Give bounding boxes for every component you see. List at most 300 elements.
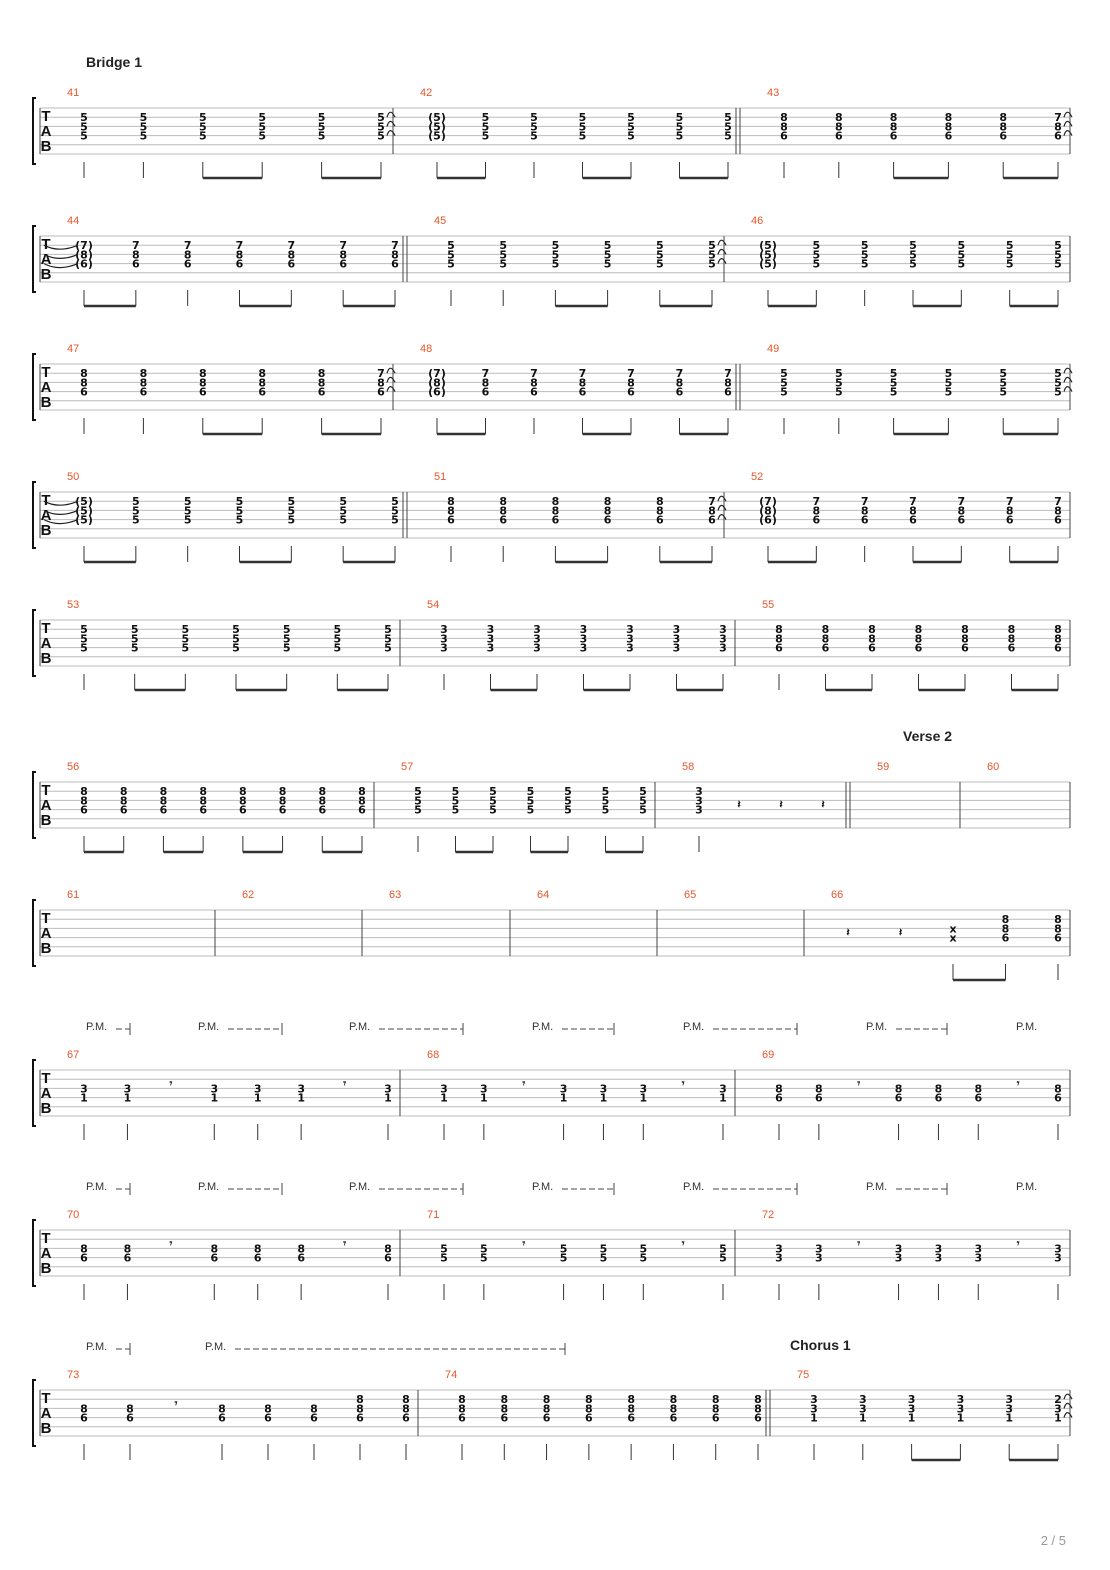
fret-number: 5 <box>578 129 587 143</box>
fret-number: 3 <box>810 1402 818 1416</box>
fret-number: 5 <box>1054 385 1062 399</box>
fret-number: 1 <box>956 1411 965 1425</box>
fret-number: 1 <box>810 1411 818 1425</box>
fret-number: 3 <box>672 632 681 646</box>
fret-number: 5 <box>812 257 821 271</box>
fret-number: 5 <box>391 495 399 509</box>
fret-number: (5) <box>759 239 777 253</box>
fret-number: 8 <box>198 367 207 381</box>
fret-number: (8) <box>75 248 93 262</box>
fret-number: 3 <box>440 623 448 637</box>
fret-number: 8 <box>183 248 192 262</box>
fret-number: (6) <box>428 385 446 399</box>
fret-number: 3 <box>775 1242 783 1256</box>
fret-number: 8 <box>1054 1082 1062 1096</box>
fret-number: 7 <box>578 367 587 381</box>
fret-number: 3 <box>599 1082 608 1096</box>
fret-number: 8 <box>199 794 207 808</box>
fret-number: 1 <box>210 1091 219 1105</box>
fret-number: 3 <box>1054 1402 1062 1416</box>
fret-number: 5 <box>999 376 1008 390</box>
fret-number: 5 <box>944 385 953 399</box>
measure-number: 74 <box>445 1369 458 1381</box>
fret-number: 3 <box>253 1082 262 1096</box>
fret-number: 6 <box>218 1411 226 1425</box>
fret-number: 6 <box>578 385 587 399</box>
eighth-rest: 𝄾 <box>1016 1237 1020 1250</box>
fret-number: 6 <box>655 513 664 527</box>
fret-number: 6 <box>860 513 869 527</box>
fret-number: 1 <box>1005 1411 1014 1425</box>
palm-mute-label: P.M. <box>349 1181 371 1193</box>
fret-number: 8 <box>80 794 88 808</box>
fret-number: 8 <box>1054 623 1062 637</box>
fret-number: 3 <box>1005 1402 1014 1416</box>
tab-clef-letter: A <box>40 1405 52 1422</box>
measure-number: 60 <box>987 761 1000 773</box>
measure-number: 70 <box>67 1209 80 1221</box>
measure-number: 65 <box>684 889 697 901</box>
fret-number: 6 <box>447 513 455 527</box>
section-label: Bridge 1 <box>86 54 143 70</box>
fret-number: 5 <box>780 376 788 390</box>
fret-number: 8 <box>780 120 788 134</box>
tie-arc <box>1064 368 1072 373</box>
measure-number: 58 <box>682 761 695 773</box>
measure-number: 67 <box>67 1049 80 1061</box>
fret-number: 3 <box>533 641 541 655</box>
fret-number: 8 <box>542 1393 551 1407</box>
fret-number: 5 <box>909 239 917 253</box>
fret-number: (6) <box>75 257 93 271</box>
fret-number: 8 <box>80 1242 88 1256</box>
eighth-rest: 𝄾 <box>169 1077 173 1090</box>
fret-number: 6 <box>821 641 830 655</box>
fret-number: 6 <box>287 257 296 271</box>
fret-number: 6 <box>834 129 843 143</box>
fret-number: 5 <box>599 1251 608 1265</box>
fret-number: 3 <box>775 1251 783 1265</box>
fret-number: 6 <box>542 1411 551 1425</box>
fret-number: 5 <box>780 385 788 399</box>
fret-number: 5 <box>235 495 244 509</box>
fret-number: 5 <box>559 1242 568 1256</box>
fret-number: 6 <box>1054 129 1062 143</box>
fret-number: 6 <box>974 1091 983 1105</box>
fret-number: 3 <box>974 1242 983 1256</box>
fret-number: 6 <box>1054 641 1062 655</box>
quarter-rest: 𝄽 <box>821 798 825 811</box>
tab-clef-letter: A <box>40 925 52 942</box>
fret-number: 5 <box>719 1242 727 1256</box>
fret-number: 8 <box>159 794 168 808</box>
palm-mute-label: P.M. <box>866 1021 888 1033</box>
fret-number: 3 <box>384 1082 392 1096</box>
fret-number: 5 <box>232 641 240 655</box>
fret-number: 5 <box>889 376 898 390</box>
fret-number: 5 <box>530 129 538 143</box>
measure-number: 71 <box>427 1209 440 1221</box>
fret-number: (5) <box>75 495 93 509</box>
fret-number: 5 <box>1054 239 1062 253</box>
fret-number: 8 <box>391 248 399 262</box>
fret-number: 7 <box>708 495 716 509</box>
fret-number: 5 <box>287 504 296 518</box>
palm-mute-label: P.M. <box>532 1021 554 1033</box>
fret-number: 8 <box>499 495 508 509</box>
fret-number: (7) <box>75 239 93 253</box>
fret-number: 6 <box>585 1411 593 1425</box>
fret-number: 6 <box>402 1411 410 1425</box>
tie-arc <box>718 240 726 245</box>
fret-number: 8 <box>860 504 869 518</box>
fret-number: 5 <box>499 248 508 262</box>
fret-number: 5 <box>130 632 139 646</box>
fret-number: 5 <box>232 623 240 637</box>
fret-number: 1 <box>639 1091 648 1105</box>
measure-number: 51 <box>434 471 447 483</box>
fret-number: 5 <box>675 129 684 143</box>
fret-number: 5 <box>235 504 244 518</box>
fret-number: 8 <box>119 794 128 808</box>
fret-number: 5 <box>724 129 732 143</box>
measure-number: 62 <box>242 889 255 901</box>
fret-number: 8 <box>264 1402 272 1416</box>
fret-number: 1 <box>123 1091 132 1105</box>
tab-clef-letter: A <box>40 251 52 268</box>
fret-number: 5 <box>812 239 821 253</box>
fret-number: 1 <box>253 1091 262 1105</box>
fret-number: 5 <box>481 111 490 125</box>
system-bracket <box>33 900 36 966</box>
fret-number: 3 <box>815 1251 823 1265</box>
fret-number: 7 <box>132 239 140 253</box>
fret-number: 8 <box>199 785 207 799</box>
fret-number: 5 <box>198 129 207 143</box>
fret-number: 5 <box>889 385 898 399</box>
fret-number: 3 <box>1054 1251 1062 1265</box>
tie-arc <box>387 387 395 392</box>
fret-number: 5 <box>708 257 716 271</box>
measure-number: 61 <box>67 889 80 901</box>
fret-number: 6 <box>708 513 716 527</box>
fret-number: 5 <box>889 367 898 381</box>
fret-number: 5 <box>526 785 535 799</box>
fret-number: 5 <box>447 239 455 253</box>
eighth-rest: 𝄾 <box>681 1077 685 1090</box>
fret-number: 8 <box>669 1402 678 1416</box>
system-bracket <box>33 98 36 164</box>
fret-number: 8 <box>1054 504 1062 518</box>
fret-number: (8) <box>759 504 777 518</box>
measure-number: 50 <box>67 471 80 483</box>
fret-number: 8 <box>218 1402 226 1416</box>
fret-number: 8 <box>775 1082 783 1096</box>
tab-clef-letter: B <box>40 1420 52 1437</box>
fret-number: 5 <box>601 803 610 817</box>
fret-number: 6 <box>812 513 821 527</box>
fret-number: 6 <box>481 385 490 399</box>
fret-number: 5 <box>447 248 455 262</box>
fret-number: 8 <box>961 623 969 637</box>
fret-number: 8 <box>318 794 327 808</box>
fret-number: 5 <box>499 257 508 271</box>
tie-arc <box>387 368 395 373</box>
fret-number: 5 <box>258 111 267 125</box>
fret-number: 5 <box>132 513 140 527</box>
fret-number: 6 <box>159 803 168 817</box>
tie-arc <box>718 515 726 520</box>
tab-clef-letter: T <box>41 910 51 927</box>
fret-number: (7) <box>759 495 777 509</box>
fret-number: 8 <box>253 1242 262 1256</box>
fret-number: 6 <box>80 385 88 399</box>
fret-number: 8 <box>317 367 326 381</box>
palm-mute-label: P.M. <box>205 1341 227 1353</box>
fret-number: 6 <box>356 1411 364 1425</box>
fret-number: 6 <box>123 1251 132 1265</box>
measure-number: 72 <box>762 1209 775 1221</box>
fret-number: 6 <box>627 1411 635 1425</box>
fret-number: 3 <box>579 623 588 637</box>
fret-number: 5 <box>655 257 664 271</box>
measure-number: 57 <box>401 761 414 773</box>
fret-number: 5 <box>132 504 140 518</box>
fret-number: 3 <box>907 1393 916 1407</box>
fret-number: (5) <box>75 504 93 518</box>
fret-number: 1 <box>559 1091 568 1105</box>
fret-number: 5 <box>391 504 399 518</box>
fret-number: 8 <box>944 120 953 134</box>
palm-mute-label: P.M. <box>349 1021 371 1033</box>
fret-number: 6 <box>339 257 347 271</box>
fret-number: 8 <box>585 1402 593 1416</box>
fret-number: 3 <box>626 632 634 646</box>
fret-number: 5 <box>551 239 560 253</box>
fret-number: 8 <box>1007 623 1016 637</box>
system-bracket <box>33 610 36 676</box>
fret-number: 6 <box>934 1091 943 1105</box>
fret-number: 8 <box>627 1393 635 1407</box>
fret-number: 6 <box>80 1411 88 1425</box>
eighth-rest: 𝄾 <box>1016 1077 1020 1090</box>
palm-mute-label: P.M. <box>866 1181 888 1193</box>
tab-clef-letter: A <box>40 123 52 140</box>
fret-number: 6 <box>199 803 207 817</box>
fret-number: 5 <box>139 120 148 134</box>
fret-number: 3 <box>719 623 727 637</box>
tie-arc <box>718 505 726 510</box>
fret-number: 6 <box>132 257 140 271</box>
fret-number: 5 <box>599 1242 608 1256</box>
fret-number: 1 <box>907 1411 916 1425</box>
fret-number: 3 <box>80 1082 88 1096</box>
fret-number: 8 <box>377 376 385 390</box>
quarter-rest: 𝄽 <box>779 798 783 811</box>
fret-number: 5 <box>183 495 192 509</box>
fret-number: 3 <box>956 1393 965 1407</box>
fret-number: 5 <box>181 632 190 646</box>
fret-number: 1 <box>599 1091 608 1105</box>
fret-number: 7 <box>1005 495 1014 509</box>
fret-number: 6 <box>775 641 783 655</box>
fret-number: 5 <box>564 803 572 817</box>
tab-clef-letter: B <box>40 940 52 957</box>
fret-number: 3 <box>934 1251 943 1265</box>
system-bracket <box>33 1380 36 1446</box>
fret-number: 3 <box>1005 1393 1014 1407</box>
tab-clef-letter: A <box>40 635 52 652</box>
fret-number: 8 <box>603 504 612 518</box>
fret-number: 8 <box>132 248 140 262</box>
measure-number: 68 <box>427 1049 440 1061</box>
fret-number: 7 <box>339 239 347 253</box>
fret-number: 5 <box>258 129 267 143</box>
fret-number: 5 <box>183 513 192 527</box>
fret-number: 8 <box>585 1393 593 1407</box>
fret-number: 3 <box>1054 1242 1062 1256</box>
fret-number: 8 <box>999 120 1008 134</box>
fret-number: 8 <box>669 1393 678 1407</box>
fret-number: 8 <box>80 367 88 381</box>
measure-number: 43 <box>767 87 780 99</box>
fret-number: 6 <box>775 1091 783 1105</box>
tab-clef-letter: B <box>40 138 52 155</box>
fret-number: 5 <box>232 632 240 646</box>
fret-number: 5 <box>414 803 422 817</box>
eighth-rest: 𝄾 <box>522 1077 526 1090</box>
tie-arc <box>1064 121 1072 126</box>
fret-number: (5) <box>759 248 777 262</box>
fret-number: 6 <box>914 641 923 655</box>
fret-number: 6 <box>377 385 385 399</box>
fret-number: 3 <box>858 1393 867 1407</box>
fret-number: 5 <box>860 257 869 271</box>
fret-number: 8 <box>934 1082 943 1096</box>
fret-number: 8 <box>655 504 664 518</box>
fret-number: 8 <box>775 623 783 637</box>
fret-number: 8 <box>126 1402 134 1416</box>
fret-number: 6 <box>318 803 327 817</box>
fret-number: 3 <box>486 632 495 646</box>
fret-number: 5 <box>130 641 139 655</box>
fret-number: 3 <box>639 1082 648 1096</box>
fret-number: 8 <box>775 632 783 646</box>
fret-number: 6 <box>235 257 244 271</box>
fret-number: 6 <box>458 1411 466 1425</box>
tab-clef-letter: B <box>40 522 52 539</box>
fret-number: 8 <box>868 632 876 646</box>
fret-number: 5 <box>139 111 148 125</box>
fret-number: 6 <box>551 513 560 527</box>
fret-number: 3 <box>297 1082 305 1096</box>
fret-number: 3 <box>440 632 448 646</box>
fret-number: 6 <box>210 1251 219 1265</box>
fret-number: 8 <box>999 111 1008 125</box>
fret-number: 8 <box>447 504 455 518</box>
fret-number: 3 <box>579 632 588 646</box>
fret-number: 5 <box>80 623 88 637</box>
fret-number: 8 <box>198 376 207 390</box>
measure-number: 66 <box>831 889 844 901</box>
palm-mute-label: P.M. <box>86 1341 108 1353</box>
fret-number: 5 <box>957 239 966 253</box>
fret-number: 5 <box>130 623 139 637</box>
fret-number: 7 <box>860 495 869 509</box>
fret-number: 1 <box>440 1091 448 1105</box>
fret-number: 8 <box>123 1242 132 1256</box>
eighth-rest: 𝄾 <box>343 1077 347 1090</box>
fret-number: 3 <box>533 623 541 637</box>
fret-number: 8 <box>119 785 128 799</box>
fret-number: 8 <box>239 785 247 799</box>
fret-number: 6 <box>1054 931 1062 945</box>
fret-number: 8 <box>889 120 898 134</box>
fret-number: 5 <box>551 257 560 271</box>
fret-number: 3 <box>907 1402 916 1416</box>
palm-mute-label: P.M. <box>86 1021 108 1033</box>
fret-number: 8 <box>708 504 716 518</box>
fret-number: 8 <box>258 367 267 381</box>
fret-number: 3 <box>559 1082 568 1096</box>
fret-number: 5 <box>377 111 385 125</box>
fret-number: 6 <box>1054 513 1062 527</box>
tie-arc <box>387 121 395 126</box>
fret-number: 5 <box>333 632 342 646</box>
fret-number: 7 <box>287 239 296 253</box>
tab-clef-letter: T <box>41 1070 51 1087</box>
fret-number: 5 <box>377 120 385 134</box>
fret-number: 3 <box>894 1242 903 1256</box>
measure-number: 59 <box>877 761 890 773</box>
fret-number: 1 <box>719 1091 727 1105</box>
tie-arc <box>718 496 726 501</box>
tab-clef-letter: T <box>41 364 51 381</box>
fret-number: 5 <box>639 803 647 817</box>
fret-number: 7 <box>530 367 538 381</box>
fret-number: 3 <box>956 1402 965 1416</box>
fret-number: 5 <box>530 120 538 134</box>
fret-number: 6 <box>183 257 192 271</box>
fret-number: 6 <box>198 385 207 399</box>
section-label: Verse 2 <box>903 728 953 744</box>
quarter-rest: 𝄽 <box>898 926 903 939</box>
fret-number: 6 <box>780 129 788 143</box>
fret-number: 6 <box>500 1411 509 1425</box>
fret-number: 5 <box>1005 257 1014 271</box>
fret-number: 5 <box>526 794 535 808</box>
tab-clef-letter: T <box>41 1390 51 1407</box>
tab-clef-letter: T <box>41 620 51 637</box>
tie-arc <box>718 259 726 264</box>
eighth-rest: 𝄾 <box>857 1237 861 1250</box>
fret-number: 3 <box>695 794 703 808</box>
section-label: Chorus 1 <box>790 1337 851 1353</box>
fret-number: 7 <box>1054 495 1062 509</box>
fret-number: 3 <box>934 1242 943 1256</box>
tab-clef-letter: B <box>40 812 52 829</box>
fret-number: 5 <box>287 495 296 509</box>
fret-number: 8 <box>754 1393 762 1407</box>
fret-number: 3 <box>533 632 541 646</box>
fret-number: 8 <box>139 376 148 390</box>
fret-number: 3 <box>894 1251 903 1265</box>
fret-number: 5 <box>564 794 572 808</box>
fret-number: 5 <box>414 794 422 808</box>
fret-number: 7 <box>812 495 821 509</box>
fret-number: 5 <box>639 794 647 808</box>
fret-number: 5 <box>489 794 497 808</box>
